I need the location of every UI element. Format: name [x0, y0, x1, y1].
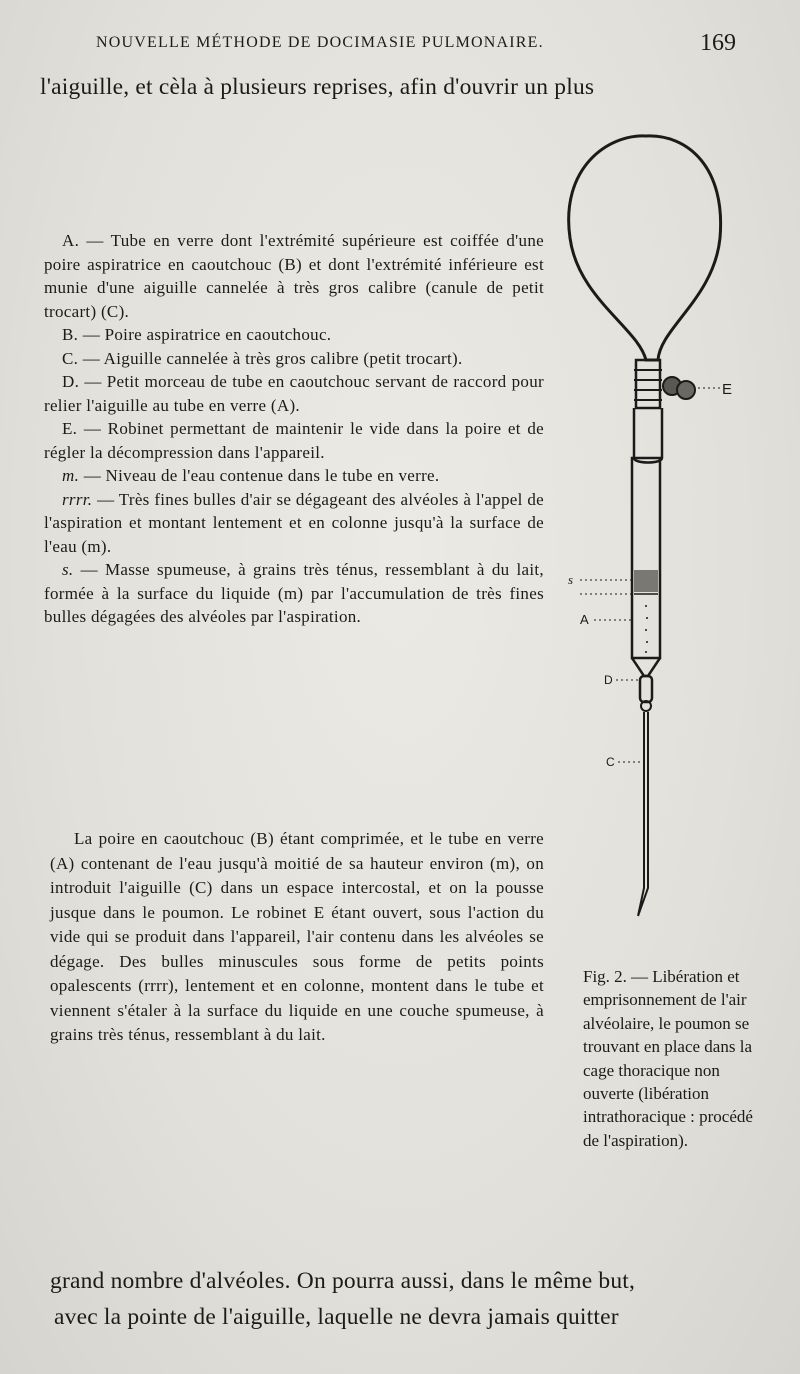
connector: [640, 676, 652, 702]
legend-item-a: A. — Tube en verre dont l'extrémité supérieure est coiffée d'une poire aspiratrice en caoutchouc (B) et dont l'extrémité inférieure est munie d'une aiguille cannelée à très gros calibre (canule de petit trocart) (C).: [44, 231, 544, 321]
rubber-bulb: [569, 136, 721, 360]
label-s: s: [568, 572, 574, 587]
glass-tube: [632, 458, 660, 658]
legend-item-b: B. — Poire aspiratrice en caoutchouc.: [62, 325, 332, 344]
needle: [638, 712, 648, 916]
apparatus-figure: [548, 128, 788, 928]
spumous-mass: [634, 570, 658, 592]
bottom-text-line-2: avec la pointe de l'aiguille, laquelle ne devra jamais quitter: [54, 1304, 619, 1330]
legend-item-e: E. — Robinet permettant de maintenir le vide dans la poire et de régler la décompression dans l'appareil.: [44, 419, 544, 462]
legend-item-rrrr: rrrr. — Très fines bulles d'air se dégageant des alvéoles à l'appel de l'aspiration et montant lentement et en colonne jusqu'à la surface de l'eau (m).: [44, 489, 544, 556]
tube-taper: [632, 658, 660, 676]
running-title: NOUVELLE MÉTHODE DE DOCIMASIE PULMONAIRE.: [96, 34, 544, 51]
label-e: E: [722, 381, 733, 398]
rubber-sleeve: [634, 408, 662, 463]
stopcock: [663, 377, 720, 399]
legend-item-s: s. — Masse spumeuse, à grains très ténus, ressemblant à du lait, formée à la surface du liquide (m) par l'accumulation de très fines bulles dégagées des alvéoles par l'aspiration.: [44, 560, 544, 626]
figure-legend: [44, 229, 544, 629]
label-a: A: [580, 612, 589, 627]
legend-item-d: D. — Petit morceau de tube en caoutchouc servant de raccord pour relier l'aiguille au tube en verre (A).: [44, 372, 544, 415]
body-paragraph: La poire en caoutchouc (B) étant comprimée, et le tube en verre (A) contenant de l'eau jusqu'à moitié de sa hauteur environ (m), on introduit l'aiguille (C) dans un espace intercostal, et on la pousse jusque dans le poumon. Le robinet E étant ouvert, sous l'action du vide qui se produit dans l'appareil, l'air contenu dans les alvéoles se dégage. Des bulles minuscules sous forme de petits points opalescents (rrrr), lentement et en colonne, montent dans le tube et viennent s'étaler à la surface du liquide en une couche spumeuse, à grains très ténus, ressemblant à du lait.: [50, 829, 544, 1044]
top-text-line: l'aiguille, et cèla à plusieurs reprises, afin d'ouvrir un plus: [40, 74, 595, 100]
label-d: D: [604, 673, 613, 687]
page-number: 169: [700, 30, 736, 56]
bottom-text-line-1: grand nombre d'alvéoles. On pourra aussi, dans le même but,: [50, 1268, 636, 1294]
legend-item-c: C. — Aiguille cannelée à très gros calibre (petit trocart).: [62, 348, 463, 368]
label-c: C: [606, 755, 615, 769]
bubble-column: [645, 605, 648, 653]
figure-caption: Fig. 2. — Libération et emprisonnement de l'air alvéolaire, le poumon se trouvant en place dans la cage thoracique non ouverte (libération intrathoracique : procédé de l'aspiration).: [583, 967, 753, 1150]
legend-item-m: m. — Niveau de l'eau contenue dans le tube en verre.: [62, 466, 440, 485]
